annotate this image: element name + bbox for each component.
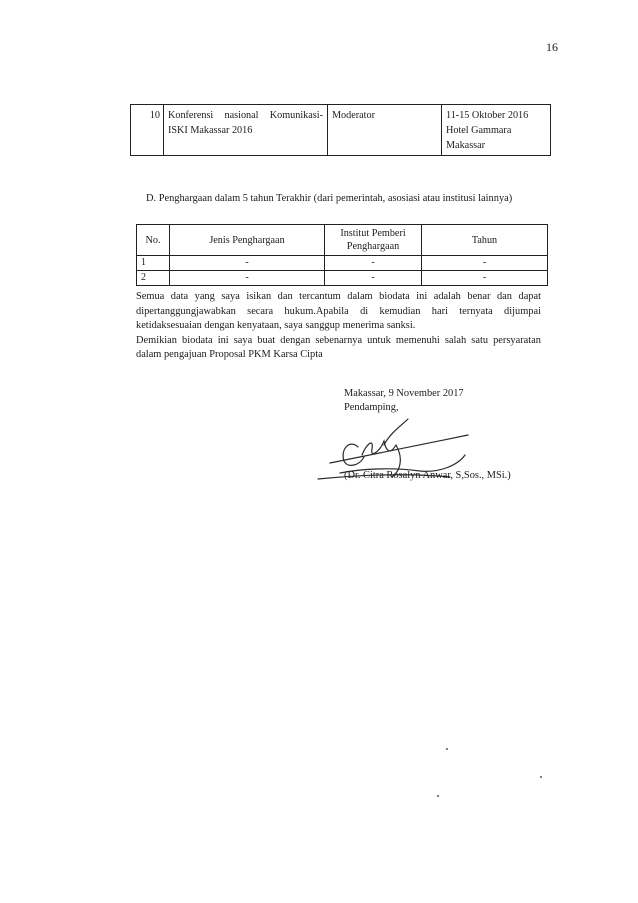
activity-cell-no: 10 (131, 105, 164, 156)
awards-header-jenis: Jenis Penghargaan (170, 225, 325, 256)
awards-cell-tahun: - (422, 256, 548, 271)
awards-cell-institut: - (325, 271, 422, 286)
awards-cell-no: 1 (137, 256, 170, 271)
signer-name: (Dr. Citra Rosalyn Anwar, S,Sos., MSi.) (344, 470, 511, 481)
awards-cell-jenis: - (170, 256, 325, 271)
awards-table-section (136, 224, 548, 286)
activity-cell-role: Moderator (328, 105, 442, 156)
activity-table-section (130, 104, 550, 156)
awards-header-tahun: Tahun (422, 225, 548, 256)
page-number: 16 (546, 40, 558, 54)
statement-paragraph-2: Demikian biodata ini saya buat dengan sebenarnya untuk memenuhi salah satu persyaratan dalam pengajuan Proposal PKM Karsa Cipta (136, 334, 541, 361)
awards-header-no: No. (137, 225, 170, 256)
sign-role: Pendamping, (344, 402, 399, 413)
awards-cell-institut: - (325, 256, 422, 271)
sign-place-date: Makassar, 9 November 2017 (344, 388, 464, 399)
table-row (131, 105, 551, 156)
signature-image (300, 415, 470, 495)
awards-heading: D. Penghargaan dalam 5 tahun Terakhir (dari pemerintah, asosiasi atau institusi lainnya) (146, 193, 513, 204)
signature-block (344, 387, 554, 415)
statement (136, 290, 541, 363)
awards-header-institut: Institut Pemberi Penghargaan (325, 225, 422, 256)
awards-cell-jenis: - (170, 271, 325, 286)
table-row (137, 256, 548, 271)
scan-speck (540, 776, 542, 778)
scan-speck (437, 795, 439, 797)
awards-cell-tahun: - (422, 271, 548, 286)
activity-cell-date: 11-15 Oktober 2016 Hotel Gammara Makassar (442, 105, 551, 156)
activity-cell-event: Konferensi nasional Komunikasi-ISKI Makassar 2016 (164, 105, 328, 156)
scan-speck (446, 748, 448, 750)
awards-table (136, 224, 548, 286)
statement-paragraph-1: Semua data yang saya isikan dan tercantum dalam biodata ini adalah benar dan dapat dipertanggungjawabkan secara hukum.Apabila di kemudian hari ternyata dijumpai ketidaksesuaian dengan kenyataan, saya sanggup menerima sanksi. (136, 291, 541, 332)
awards-header-row (137, 225, 548, 256)
activity-table (130, 104, 551, 156)
awards-cell-no: 2 (137, 271, 170, 286)
table-row (137, 271, 548, 286)
